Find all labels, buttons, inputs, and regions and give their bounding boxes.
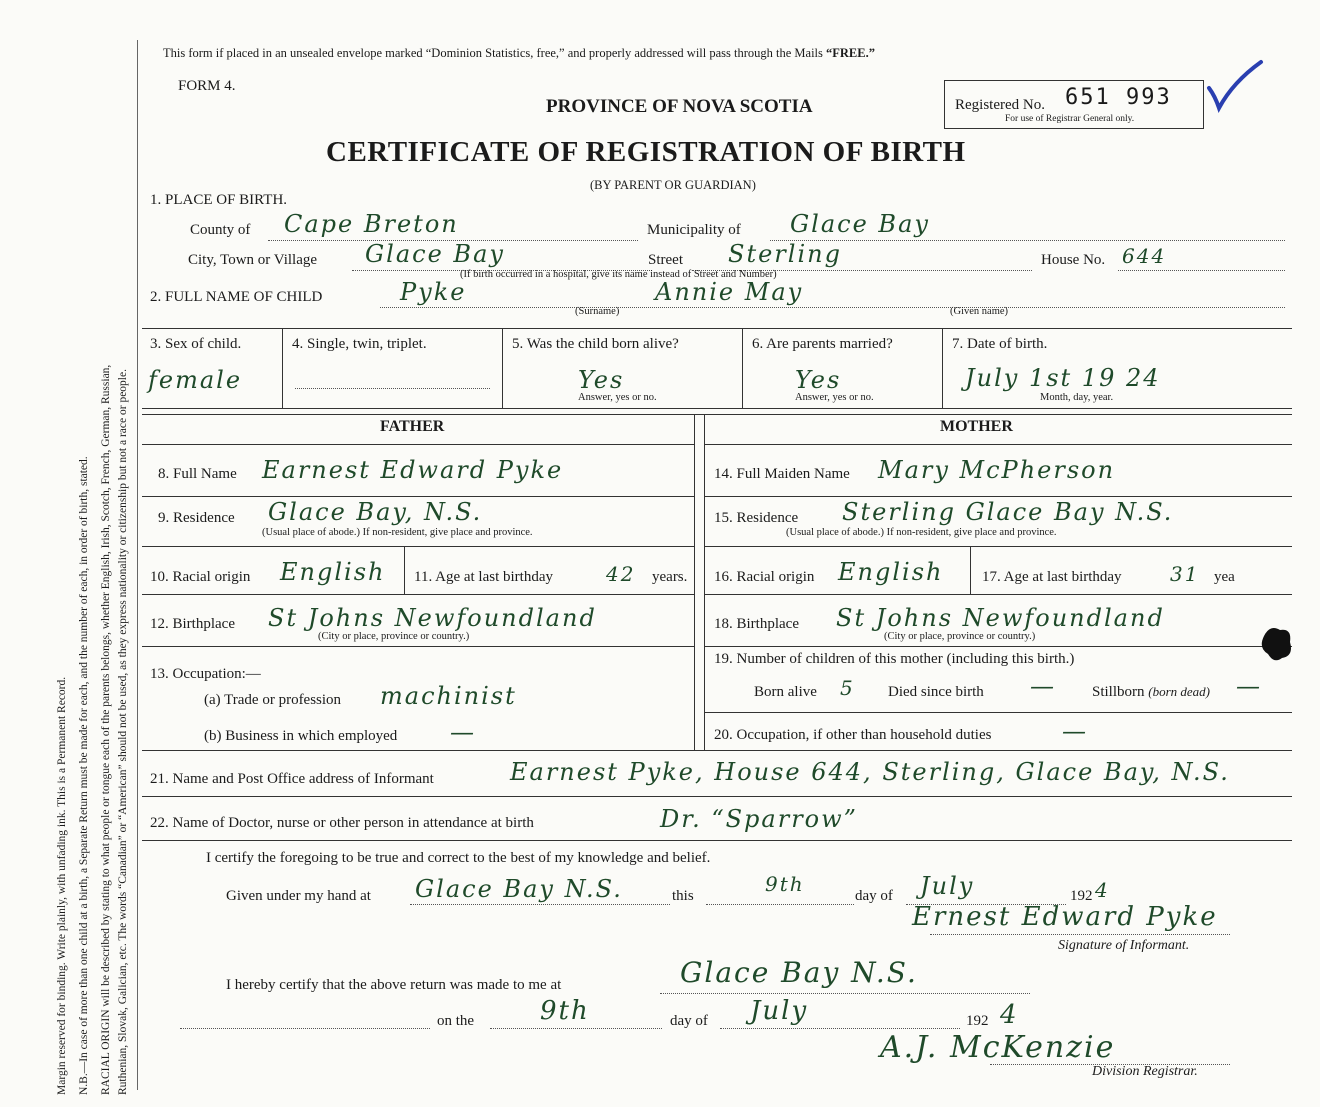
rule-f10-v <box>404 546 405 594</box>
informant-signature: Ernest Edward Pyke <box>912 902 1218 932</box>
child-surname-value: Pyke <box>400 278 467 306</box>
father-residence-value: Glace Bay, N.S. <box>268 498 483 526</box>
hereby-label: I hereby certify that the above return was made to me at <box>226 977 562 993</box>
margin-note-2: N.B.—In case of more than one child at a birth, a Separate Return must be made for each, and the number of each, in order of birth, stated. <box>78 456 90 1095</box>
on-year-suffix: 4 <box>1000 1000 1019 1030</box>
father-age-label: 11. Age at last birthday <box>414 569 553 585</box>
signature-caption: Signature of Informant. <box>1058 938 1190 953</box>
rule-parents-divider-right <box>704 414 705 750</box>
municipality-value: Glace Bay <box>790 210 930 238</box>
on-year-prefix: 192 <box>966 1013 989 1029</box>
municipality-dotline <box>770 240 1285 241</box>
municipality-label: Municipality of <box>647 222 741 238</box>
rule-21-bottom <box>142 796 1292 797</box>
mother-occupation-label: 20. Occupation, if other than household duties <box>714 727 992 743</box>
rule-f10 <box>142 594 694 595</box>
hereby-place-value: Glace Bay N.S. <box>680 956 918 989</box>
day-of-label-2: day of <box>670 1013 708 1029</box>
rule-m16-v <box>970 546 971 594</box>
mother-birthplace-caption: (City or place, province or country.) <box>884 631 1036 642</box>
father-race-value: English <box>280 558 386 586</box>
father-age-value: 42 <box>606 562 636 586</box>
died-value: — <box>1030 672 1056 700</box>
father-name-label: 8. Full Name <box>158 466 237 482</box>
rule-row3-bottom <box>142 408 1292 409</box>
day-value: 9th <box>765 872 805 896</box>
died-label: Died since birth <box>888 684 984 700</box>
mother-age-value: 31 <box>1170 562 1200 586</box>
mail-notice-text: This form if placed in an unsealed envelope marked “Dominion Statistics, free,” and properly addressed will pass through the Mails <box>163 46 827 60</box>
doctor-label: 22. Name of Doctor, nurse or other person in attendance at birth <box>150 815 534 831</box>
given-place-value: Glace Bay N.S. <box>415 875 623 903</box>
signature-dotline <box>930 934 1230 935</box>
rule-f8 <box>142 496 694 497</box>
rule-m16 <box>704 594 1292 595</box>
on-month-value: July <box>750 996 809 1026</box>
month-value: July <box>920 872 975 900</box>
ink-blot-icon <box>1256 622 1296 666</box>
informant-value: Earnest Pyke, House 644, Sterling, Glace Bay, N.S. <box>510 758 1230 786</box>
father-birthplace-value: St Johns Newfoundland <box>268 604 597 632</box>
rule-row3-v2 <box>502 328 503 408</box>
mother-race-value: English <box>838 558 944 586</box>
certificate-title: CERTIFICATE OF REGISTRATION OF BIRTH <box>326 136 966 168</box>
stillborn-label <box>1092 684 1210 701</box>
county-value: Cape Breton <box>284 210 459 238</box>
alive-value: Yes <box>578 366 625 394</box>
county-label: County of <box>190 222 251 238</box>
born-alive-value: 5 <box>840 676 855 700</box>
year-suffix: 4 <box>1095 878 1110 902</box>
on-the-label: on the <box>437 1013 475 1029</box>
certify-text: I certify the foregoing to be true and correct to the best of my knowledge and belief. <box>206 850 711 866</box>
registrar-note: For use of Registrar General only. <box>1005 114 1135 124</box>
sex-value: female <box>148 366 243 394</box>
father-birthplace-caption: (City or place, province or country.) <box>318 631 470 642</box>
doctor-value: Dr. “Sparrow” <box>660 805 858 833</box>
rule-row3-v3 <box>742 328 743 408</box>
on-the-lead-dotline <box>180 1028 430 1029</box>
rule-parents-top <box>142 414 1292 415</box>
street-label: Street <box>648 252 683 268</box>
father-birthplace-label: 12. Birthplace <box>150 616 235 632</box>
mail-notice <box>163 46 875 61</box>
mother-race-label: 16. Racial origin <box>714 569 815 585</box>
mother-residence-caption: (Usual place of abode.) If non-resident, give place and province. <box>786 527 1057 538</box>
certificate-subtitle: (BY PARENT OR GUARDIAN) <box>590 178 756 192</box>
given-place-dotline <box>410 904 670 905</box>
child-name-label: 2. FULL NAME OF CHILD <box>150 289 323 305</box>
father-trade-value: machinist <box>380 682 517 710</box>
house-label: House No. <box>1041 252 1106 268</box>
mother-residence-label: 15. Residence <box>714 510 799 526</box>
rule-22-bottom <box>142 840 1292 841</box>
rule-f12 <box>142 646 694 647</box>
mother-children-label: 19. Number of children of this mother (including this birth.) <box>714 651 1075 667</box>
alive-caption: Answer, yes or no. <box>578 392 657 403</box>
rule-f9 <box>142 546 694 547</box>
hereby-place-dotline <box>660 993 1030 994</box>
rule-row3-v4 <box>942 328 943 408</box>
child-given-value: Annie May <box>655 278 804 306</box>
rule-father-heading <box>142 444 694 445</box>
on-month-dotline <box>720 1028 960 1029</box>
check-mark-icon <box>1205 58 1265 118</box>
city-label: City, Town or Village <box>188 252 318 268</box>
father-years: years. <box>652 569 688 585</box>
margin-note-3: RACIAL ORIGIN will be described by stating to what people or tongue each of the parents belongs, whether English, Irish, Scotch, French, German, Russian, <box>100 364 112 1095</box>
father-business-value: — <box>450 718 476 746</box>
father-business-label: (b) Business in which employed <box>204 728 398 744</box>
father-heading: FATHER <box>380 418 445 435</box>
mother-name-value: Mary McPherson <box>878 456 1116 484</box>
rule-row3-top <box>142 328 1292 329</box>
mother-years: yea <box>1214 569 1235 585</box>
house-value: 644 <box>1122 244 1167 268</box>
mother-birthplace-value: St Johns Newfoundland <box>836 604 1165 632</box>
stillborn-text: Stillborn <box>1092 684 1145 700</box>
sex-label: 3. Sex of child. <box>150 336 242 352</box>
dob-label: 7. Date of birth. <box>952 336 1048 352</box>
day-dotline <box>706 904 854 905</box>
binding-margin-line <box>137 40 138 1090</box>
mother-occupation-value: — <box>1062 717 1088 745</box>
dob-value: July 1st 19 24 <box>965 364 1161 392</box>
registered-label: Registered No. <box>955 97 1045 113</box>
mother-residence-value: Sterling Glace Bay N.S. <box>842 498 1174 526</box>
given-caption: (Given name) <box>950 306 1009 317</box>
margin-note-4: Ruthenian, Slovak, Galician, etc. The words “Canadian” or “American” should not be used, as they express nationality or citizenship but not a race or people. <box>117 369 129 1095</box>
alive-label: 5. Was the child born alive? <box>512 336 679 352</box>
on-day-value: 9th <box>540 996 590 1026</box>
street-value: Sterling <box>728 240 842 268</box>
hospital-note: (If birth occurred in a hospital, give its name instead of Street and Number) <box>460 269 777 280</box>
rule-21-top <box>142 750 1292 751</box>
rule-row3-v1 <box>282 328 283 408</box>
day-of-label: day of <box>855 888 893 904</box>
place-heading: 1. PLACE OF BIRTH. <box>150 192 288 208</box>
registrar-caption: Division Registrar. <box>1092 1064 1198 1079</box>
this-label: this <box>672 888 694 904</box>
year-prefix: 192 <box>1070 888 1093 904</box>
father-occupation-label: 13. Occupation:— <box>150 666 261 682</box>
informant-label: 21. Name and Post Office address of Informant <box>150 771 434 787</box>
stillborn-caption: (born dead) <box>1148 684 1211 699</box>
rule-m18 <box>704 646 1292 647</box>
form-number: FORM 4. <box>178 78 236 94</box>
registered-number: 651 993 <box>1065 85 1172 110</box>
father-residence-label: 9. Residence <box>158 510 235 526</box>
father-residence-caption: (Usual place of abode.) If non-resident, give place and province. <box>262 527 533 538</box>
stillborn-value: — <box>1236 672 1262 700</box>
father-name-value: Earnest Edward Pyke <box>262 456 564 484</box>
child-name-dotline <box>380 307 1285 308</box>
father-trade-label: (a) Trade or profession <box>204 692 342 708</box>
mother-age-label: 17. Age at last birthday <box>982 569 1122 585</box>
rule-m15 <box>704 546 1292 547</box>
rule-m14 <box>704 496 1292 497</box>
rule-parents-divider-left <box>694 414 695 750</box>
given-label: Given under my hand at <box>226 888 371 904</box>
house-dotline <box>1118 270 1285 271</box>
city-value: Glace Bay <box>365 240 505 268</box>
rule-m19 <box>704 712 1292 713</box>
married-value: Yes <box>795 366 842 394</box>
plurality-dotline <box>295 388 490 389</box>
mother-name-label: 14. Full Maiden Name <box>714 466 850 482</box>
born-alive-label: Born alive <box>754 684 817 700</box>
mother-heading: MOTHER <box>940 418 1013 435</box>
plurality-label: 4. Single, twin, triplet. <box>292 336 427 352</box>
rule-mother-heading <box>704 444 1292 445</box>
married-label: 6. Are parents married? <box>752 336 893 352</box>
mother-birthplace-label: 18. Birthplace <box>714 616 799 632</box>
margin-note-1: Margin reserved for binding. Write plainly, with unfading ink. This is a Permanent Record. <box>56 676 68 1095</box>
father-race-label: 10. Racial origin <box>150 569 251 585</box>
dob-caption: Month, day, year. <box>1040 392 1114 403</box>
married-caption: Answer, yes or no. <box>795 392 874 403</box>
surname-caption: (Surname) <box>575 306 620 317</box>
mail-notice-free: “FREE.” <box>826 46 875 60</box>
registered-box <box>944 80 1204 129</box>
province-heading: PROVINCE OF NOVA SCOTIA <box>546 96 813 117</box>
registrar-signature: A.J. McKenzie <box>880 1030 1116 1065</box>
on-day-dotline <box>490 1028 662 1029</box>
